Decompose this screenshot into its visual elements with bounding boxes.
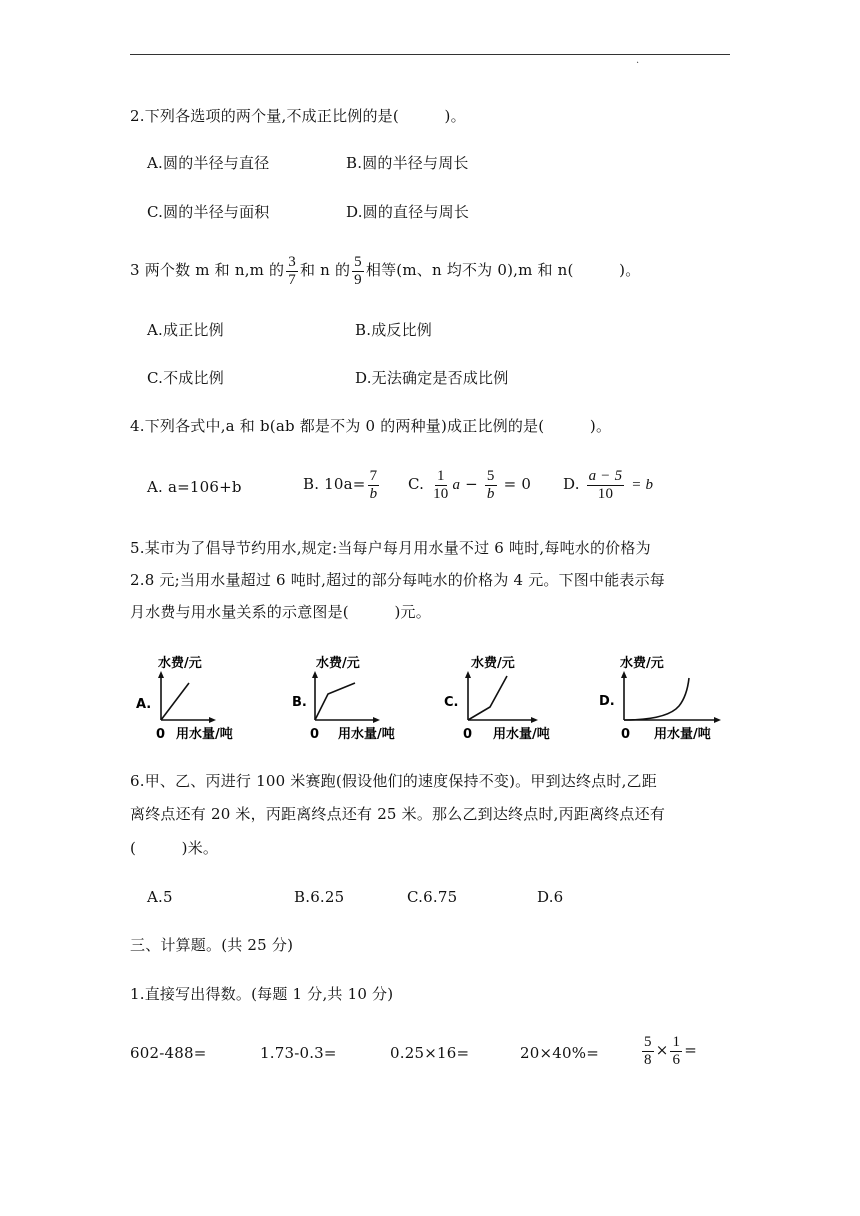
q2-option-d[interactable]: D.圆的直径与周长 bbox=[346, 203, 470, 221]
graph-b-xlabel: 用水量/吨 bbox=[338, 727, 395, 742]
q4-option-a[interactable]: A. a=106+b bbox=[147, 478, 242, 496]
q4-option-b[interactable] bbox=[303, 465, 381, 503]
q3-fraction-2 bbox=[352, 254, 364, 289]
calc-2[interactable]: 1.73-0.3= bbox=[260, 1044, 337, 1062]
q5-line-3: 月水费与用水量关系的示意图是( )元。 bbox=[130, 603, 431, 621]
q4-option-c[interactable] bbox=[408, 465, 531, 504]
q4-d-num: a − 5 bbox=[588, 467, 623, 484]
q5-graph-c[interactable] bbox=[441, 650, 571, 746]
graph-a-letter: A. bbox=[136, 697, 152, 712]
graph-d-ylabel: 水费/元 bbox=[620, 656, 664, 671]
q3-option-a[interactable]: A.成正比例 bbox=[147, 321, 224, 339]
q3-option-c[interactable]: C.不成比例 bbox=[147, 369, 224, 387]
header-rule bbox=[130, 54, 730, 55]
q2-option-c[interactable]: C.圆的半径与面积 bbox=[147, 203, 270, 221]
header-dot: · bbox=[636, 58, 640, 69]
graph-a-x-arrow bbox=[209, 717, 216, 723]
q4-c-f2-den: b bbox=[486, 485, 495, 502]
graph-b-x-arrow bbox=[373, 717, 380, 723]
q5-graph-b[interactable] bbox=[288, 650, 410, 746]
q6-line-2: 离终点还有 20 米，丙距离终点还有 25 米。那么乙到达终点时,丙距离终点还有 bbox=[130, 805, 666, 823]
q2-stem: 2.下列各选项的两个量,不成正比例的是( )。 bbox=[130, 107, 466, 125]
graph-c-curve bbox=[468, 676, 507, 720]
q3-stem-pre: 3 两个数 m 和 n,m 的 bbox=[130, 261, 285, 279]
q5-graph-d[interactable] bbox=[597, 650, 729, 746]
graph-a-y-arrow bbox=[158, 671, 164, 678]
q4-c-minus: − bbox=[465, 475, 478, 493]
graph-c-origin: 0 bbox=[463, 727, 473, 742]
q6-option-c[interactable]: C.6.75 bbox=[407, 888, 458, 906]
q4-d-den: 10 bbox=[597, 485, 614, 502]
q4-b-pre: B. 10a= bbox=[303, 475, 366, 493]
calc-5-den-2: 6 bbox=[672, 1051, 681, 1068]
q4-b-num: 7 bbox=[369, 467, 378, 484]
graph-b-curve bbox=[315, 683, 355, 720]
q3-f1-num: 3 bbox=[288, 253, 296, 270]
calc-5-fraction-2 bbox=[670, 1034, 682, 1069]
q4-c-f1-den: 10 bbox=[433, 485, 449, 502]
q3-option-b[interactable]: B.成反比例 bbox=[355, 321, 432, 339]
q3-stem bbox=[130, 252, 640, 289]
q2-option-a[interactable]: A.圆的半径与直径 bbox=[147, 154, 270, 172]
q4-option-d[interactable] bbox=[563, 465, 653, 504]
calc-5[interactable] bbox=[640, 1031, 697, 1069]
graph-d-origin: 0 bbox=[621, 727, 631, 742]
q4-d-eq: = b bbox=[631, 477, 654, 493]
q4-d-pre: D. bbox=[563, 475, 580, 493]
q5-line-1: 5.某市为了倡导节约用水,规定:当每户每月用水量不过 6 吨时,每吨水的价格为 bbox=[130, 539, 651, 557]
q2-option-b[interactable]: B.圆的半径与周长 bbox=[346, 154, 469, 172]
q3-f2-den: 9 bbox=[354, 271, 362, 288]
calc-1[interactable]: 602-488= bbox=[130, 1044, 207, 1062]
q3-option-d[interactable]: D.无法确定是否成比例 bbox=[355, 369, 509, 387]
q6-line-3: ( )米。 bbox=[130, 839, 219, 857]
q4-stem: 4.下列各式中,a 和 b(ab 都是不为 0 的两种量)成正比例的是( )。 bbox=[130, 417, 612, 435]
graph-c-xlabel: 用水量/吨 bbox=[493, 727, 550, 742]
graph-c-ylabel: 水费/元 bbox=[471, 656, 515, 671]
graph-d-xlabel: 用水量/吨 bbox=[654, 727, 711, 742]
q4-c-pre: C. bbox=[408, 475, 425, 493]
q6-option-a[interactable]: A.5 bbox=[147, 888, 173, 906]
graph-b-y-arrow bbox=[312, 671, 318, 678]
graph-a-curve bbox=[161, 683, 189, 720]
calc-3[interactable]: 0.25×16= bbox=[390, 1044, 470, 1062]
q4-d-fraction bbox=[587, 468, 625, 503]
q3-f2-num: 5 bbox=[354, 253, 362, 270]
graph-c-y-arrow bbox=[465, 671, 471, 678]
q4-b-den: b bbox=[369, 485, 378, 502]
graph-d-letter: D. bbox=[599, 694, 615, 709]
calc-5-times: × bbox=[655, 1041, 669, 1059]
q3-f1-den: 7 bbox=[288, 271, 296, 288]
calc-5-fraction-1 bbox=[642, 1034, 654, 1069]
graph-b-origin: 0 bbox=[310, 727, 320, 742]
q3-stem-mid: 和 n 的 bbox=[299, 261, 351, 279]
q4-c-eq: = 0 bbox=[503, 475, 532, 493]
graph-a-xlabel: 用水量/吨 bbox=[176, 727, 233, 742]
q4-c-fraction-1 bbox=[431, 468, 450, 503]
graph-d-y-arrow bbox=[621, 671, 627, 678]
graph-d-curve bbox=[624, 678, 689, 720]
q6-option-b[interactable]: B.6.25 bbox=[294, 888, 345, 906]
q6-option-d[interactable]: D.6 bbox=[537, 888, 564, 906]
section-3-title: 三、计算题。(共 25 分) bbox=[130, 936, 294, 954]
q4-c-f1-num: 1 bbox=[436, 467, 445, 484]
q3-stem-post: 相等(m、n 均不为 0),m 和 n( )。 bbox=[365, 261, 641, 279]
q4-c-fraction-2 bbox=[485, 468, 497, 503]
q5-line-2: 2.8 元;当用水量超过 6 吨时,超过的部分每吨水的价格为 4 元。下图中能表示每 bbox=[130, 571, 666, 589]
graph-a-ylabel: 水费/元 bbox=[158, 656, 202, 671]
q3-fraction-1 bbox=[286, 254, 298, 289]
graph-b-letter: B. bbox=[292, 695, 307, 710]
graph-a-origin: 0 bbox=[156, 727, 166, 742]
q5-graph-a[interactable] bbox=[132, 650, 252, 746]
calc-5-eq: = bbox=[684, 1041, 697, 1059]
section-3-sub-1: 1.直接写出得数。(每题 1 分,共 10 分) bbox=[130, 985, 394, 1003]
calc-5-den-1: 8 bbox=[644, 1051, 652, 1068]
graph-c-letter: C. bbox=[444, 695, 459, 710]
calc-5-num-2: 1 bbox=[672, 1033, 681, 1050]
q6-line-1: 6.甲、乙、丙进行 100 米赛跑(假设他们的速度保持不变)。甲到达终点时,乙距 bbox=[130, 772, 657, 790]
graph-c-x-arrow bbox=[531, 717, 538, 723]
q4-c-f2-num: 5 bbox=[486, 467, 495, 484]
q4-b-fraction bbox=[368, 468, 380, 503]
calc-5-num-1: 5 bbox=[644, 1033, 652, 1050]
q4-c-var-a: a bbox=[452, 477, 461, 493]
graph-b-ylabel: 水费/元 bbox=[316, 656, 360, 671]
graph-d-x-arrow bbox=[714, 717, 721, 723]
calc-4[interactable]: 20×40%= bbox=[520, 1044, 599, 1062]
